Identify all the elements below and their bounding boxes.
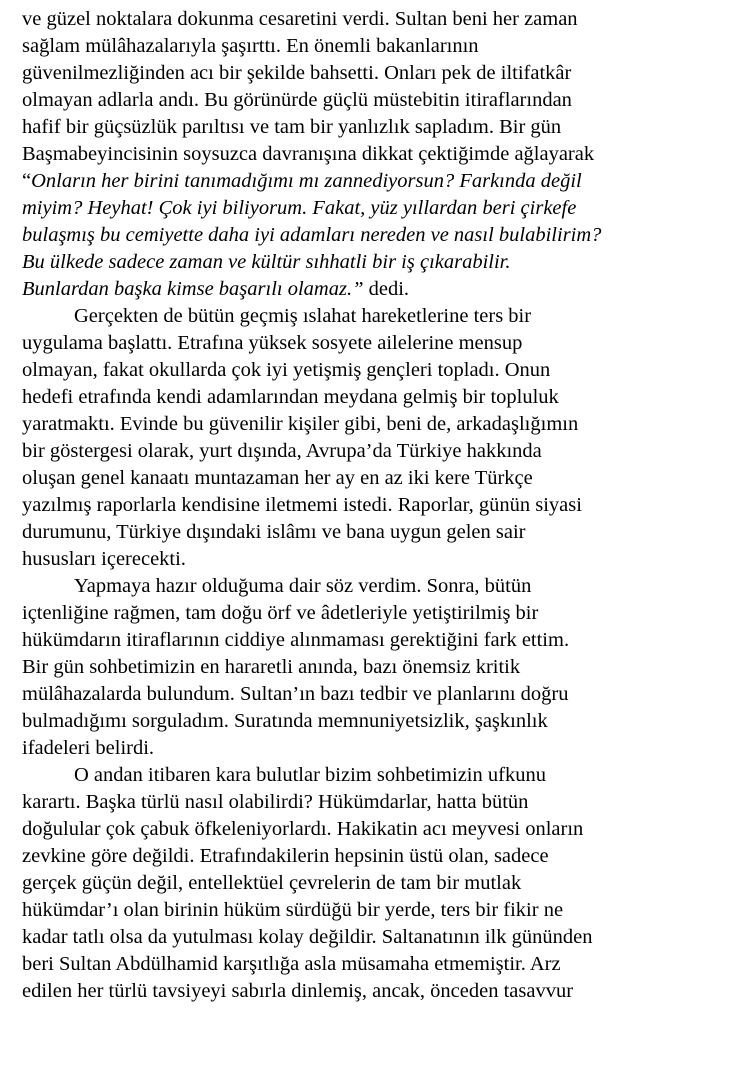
text-line <box>22 33 722 60</box>
text-line <box>22 6 722 33</box>
line-text: durumunu, Türkiye dışındaki islâmı ve bana uygun gelen sair <box>22 521 526 543</box>
line-text: doğulular çok çabuk öfkeleniyorlardı. Hakikatin acı meyvesi onların <box>22 818 584 840</box>
line-text: mülâhazalarda bulundum. Sultan’ın bazı tedbir ve planlarını doğru <box>22 683 569 705</box>
line-text: Başmabeyincisinin soysuzca davranışına dikkat çektiğimde ağlayarak <box>22 143 595 165</box>
line-text: hususları içerecekti. <box>22 548 186 570</box>
line-text: beri Sultan Abdülhamid karşıtlığa asla müsamaha etmemiştir. Arz <box>22 953 561 975</box>
line-text: ifadeleri belirdi. <box>22 737 155 759</box>
text-line <box>22 276 722 303</box>
line-text: dedi. <box>363 278 410 300</box>
text-line <box>22 546 722 573</box>
text-line <box>22 708 722 735</box>
text-line <box>22 519 722 546</box>
text-line <box>22 249 722 276</box>
text-line <box>22 168 722 195</box>
line-text: olmayan adlarla andı. Bu görünürde güçlü müstebitin itiraflarından <box>22 89 572 111</box>
text-line <box>22 762 722 789</box>
text-line <box>22 60 722 87</box>
line-text: “ <box>22 170 32 192</box>
line-text: zevkine göre değildi. Etrafındakilerin hepsinin üstü olan, sadece <box>22 845 549 867</box>
italic-quote-text: miyim? Heyhat! Çok iyi biliyorum. Fakat, yüz yıllardan beri çirkefe <box>22 197 577 219</box>
text-line <box>22 951 722 978</box>
text-line <box>22 438 722 465</box>
text-line <box>22 195 722 222</box>
text-line <box>22 384 722 411</box>
text-line <box>22 627 722 654</box>
line-text: uygulama başlattı. Etrafına yüksek sosyete ailelerine mensup <box>22 332 523 354</box>
text-line <box>22 681 722 708</box>
text-line <box>22 654 722 681</box>
text-line <box>22 357 722 384</box>
line-text: bulmadığımı sorguladım. Suratında memnuniyetsizlik, şaşkınlık <box>22 710 548 732</box>
line-text: hedefi etrafında kendi adamlarından meydana gelmiş bir topluluk <box>22 386 559 408</box>
line-text: Yapmaya hazır olduğuma dair söz verdim. Sonra, bütün <box>74 575 532 597</box>
line-text: yazılmış raporlarla kendisine iletmemi istedi. Raporlar, günün siyasi <box>22 494 582 516</box>
line-text: içtenliğine rağmen, tam doğu örf ve âdetleriyle yetiştirilmiş bir <box>22 602 539 624</box>
text-line <box>22 465 722 492</box>
text-line <box>22 411 722 438</box>
line-text: güvenilmezliğinden acı bir şekilde bahsetti. Onları pek de iltifatkâr <box>22 62 572 84</box>
line-text: sağlam mülâhazalarıyla şaşırttı. En önemli bakanlarının <box>22 35 479 57</box>
line-text: ve güzel noktalara dokunma cesaretini verdi. Sultan beni her zaman <box>22 8 578 30</box>
line-text: hükümdar’ı olan birinin hüküm sürdüğü bir yerde, ters bir fikir ne <box>22 899 564 921</box>
italic-quote-text: bulaşmış bu cemiyette daha iyi adamları nereden ve nasıl bulabilirim? <box>22 224 602 246</box>
line-text: gerçek güçün değil, entellektüel çevrelerin de tam bir mutlak <box>22 872 522 894</box>
italic-quote-text: Onların her birini tanımadığımı mı zannediyorsun? Farkında değil <box>31 170 582 192</box>
line-text: bir göstergesi olarak, yurt dışında, Avrupa’da Türkiye hakkında <box>22 440 542 462</box>
text-line <box>22 141 722 168</box>
text-line <box>22 843 722 870</box>
text-line <box>22 492 722 519</box>
text-line <box>22 87 722 114</box>
line-text: hafif bir güçsüzlük parıltısı ve tam bir yanlızlık sapladım. Bir gün <box>22 116 562 138</box>
italic-quote-text: Bu ülkede sadece zaman ve kültür sıhhatli bir iş çıkarabilir. <box>22 251 511 273</box>
text-line <box>22 897 722 924</box>
text-line <box>22 978 722 1005</box>
line-text: Bir gün sohbetimizin en hararetli anında, bazı önemsiz kritik <box>22 656 521 678</box>
line-text: karartı. Başka türlü nasıl olabilirdi? Hükümdarlar, hatta bütün <box>22 791 529 813</box>
text-line <box>22 330 722 357</box>
line-text: O andan itibaren kara bulutlar bizim sohbetimizin ufkunu <box>74 764 546 786</box>
text-line <box>22 573 722 600</box>
text-line <box>22 222 722 249</box>
line-text: kadar tatlı olsa da yutulması kolay değildir. Saltanatının ilk gününden <box>22 926 593 948</box>
text-line <box>22 303 722 330</box>
text-line <box>22 114 722 141</box>
line-text: oluşan genel kanaatı muntazaman her ay en az iki kere Türkçe <box>22 467 533 489</box>
text-line <box>22 789 722 816</box>
body-text <box>22 6 722 1005</box>
line-text: yaratmaktı. Evinde bu güvenilir kişiler gibi, beni de, arkadaşlığımın <box>22 413 579 435</box>
text-line <box>22 816 722 843</box>
text-line <box>22 600 722 627</box>
text-line <box>22 870 722 897</box>
line-text: edilen her türlü tavsiyeyi sabırla dinlemiş, ancak, önceden tasavvur <box>22 980 574 1002</box>
line-text: Gerçekten de bütün geçmiş ıslahat hareketlerine ters bir <box>74 305 532 327</box>
line-text: hükümdarın itiraflarının ciddiye alınmaması gerektiğini fark ettim. <box>22 629 570 651</box>
line-text: olmayan, fakat okullarda çok iyi yetişmiş gençleri topladı. Onun <box>22 359 551 381</box>
text-line <box>22 735 722 762</box>
italic-quote-text: Bunlardan başka kimse başarılı olamaz.” <box>22 278 364 300</box>
text-line <box>22 924 722 951</box>
